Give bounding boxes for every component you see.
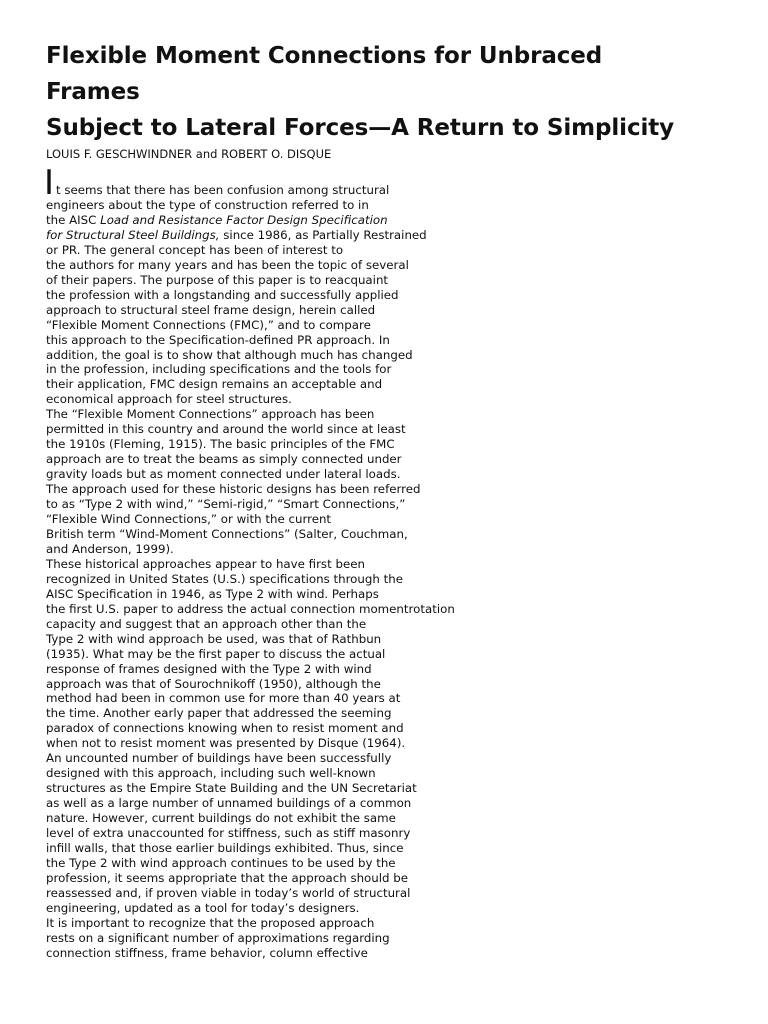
body-line: paradox of connections knowing when to resist moment and bbox=[46, 721, 404, 736]
article-body bbox=[44, 163, 746, 961]
body-line: The approach used for these historic designs has been referred bbox=[46, 482, 421, 497]
body-line: AISC Specification in 1946, as Type 2 with wind. Perhaps bbox=[46, 586, 379, 601]
body-line: gravity loads but as moment connected under lateral loads. bbox=[46, 467, 401, 482]
body-line: (1935). What may be the first paper to discuss the actual bbox=[46, 646, 386, 661]
body-line: “Flexible Wind Connections,” or with the current bbox=[46, 512, 332, 527]
paper-page bbox=[46, 38, 746, 961]
body-line: the profession with a longstanding and successfully applied bbox=[46, 287, 399, 302]
authors-byline: LOUIS F. GESCHWINDNER and ROBERT O. DISQUE bbox=[46, 147, 332, 161]
spec-title-italic: for Structural Steel Buildings, bbox=[46, 227, 220, 242]
body-line: the 1910s (Fleming, 1915). The basic principles of the FMC bbox=[46, 437, 395, 452]
body-line bbox=[46, 213, 746, 228]
body-line: The “Flexible Moment Connections” approach has been bbox=[46, 407, 375, 422]
body-line: as well as a large number of unnamed buildings of a common bbox=[46, 796, 412, 811]
paper-title bbox=[46, 38, 746, 146]
body-line: and Anderson, 1999). bbox=[46, 541, 174, 556]
body-line: rests on a significant number of approximations regarding bbox=[46, 930, 390, 945]
body-line: recognized in United States (U.S.) specifications through the bbox=[46, 571, 403, 586]
body-line: engineers about the type of construction referred to in bbox=[46, 198, 369, 212]
body-line: “Flexible Moment Connections (FMC),” and to compare bbox=[46, 317, 371, 332]
body-line: t seems that there has been confusion among structural bbox=[56, 183, 390, 197]
body-line: the time. Another early paper that addressed the seeming bbox=[46, 706, 392, 721]
body-line: permitted in this country and around the world since at least bbox=[46, 422, 406, 437]
title-line-3: Subject to Lateral Forces—A Return to Simplicity bbox=[46, 115, 675, 141]
body-line: the Type 2 with wind approach continues to be used by the bbox=[46, 855, 396, 870]
body-line: approach to structural steel frame design, herein called bbox=[46, 302, 376, 317]
body-line: structures as the Empire State Building and the UN Secretariat bbox=[46, 781, 417, 796]
body-line: in the profession, including specifications and the tools for bbox=[46, 362, 392, 377]
body-line: These historical approaches appear to have first been bbox=[46, 556, 365, 571]
body-line: the authors for many years and has been the topic of several bbox=[46, 257, 409, 272]
body-line: Type 2 with wind approach be used, was that of Rathbun bbox=[46, 631, 382, 646]
body-line: An uncounted number of buildings have been successfully bbox=[46, 751, 392, 766]
body-line: profession, it seems appropriate that the approach should be bbox=[46, 870, 409, 885]
body-line: engineering, updated as a tool for today’s designers. bbox=[46, 900, 360, 915]
spec-title-italic: Load and Resistance Factor Design Specification bbox=[100, 212, 388, 227]
title-line-1: Flexible Moment Connections for Unbraced bbox=[46, 43, 603, 69]
body-text-run: the AISC bbox=[46, 212, 101, 227]
body-line: to as “Type 2 with wind,” “Semi-rigid,” “Smart Connections,” bbox=[46, 497, 406, 512]
body-line: approach was that of Sourochnikoff (1950), although the bbox=[46, 676, 381, 691]
first-line bbox=[44, 163, 746, 203]
body-line bbox=[46, 228, 746, 243]
body-text-run: since 1986, as Partially Restrained bbox=[219, 227, 427, 242]
body-line: designed with this approach, including such well-known bbox=[46, 766, 376, 781]
body-line: when not to resist moment was presented by Disque (1964). bbox=[46, 736, 406, 751]
body-line: this approach to the Specification-defined PR approach. In bbox=[46, 332, 390, 347]
body-line: response of frames designed with the Type 2 with wind bbox=[46, 661, 372, 676]
body-line: It is important to recognize that the proposed approach bbox=[46, 915, 375, 930]
body-line: or PR. The general concept has been of interest to bbox=[46, 242, 344, 257]
body-line: method had been in common use for more than 40 years at bbox=[46, 691, 401, 706]
body-line: level of extra unaccounted for stiffness, such as stiff masonry bbox=[46, 826, 411, 841]
body-line: the first U.S. paper to address the actual connection momentrotation bbox=[46, 601, 455, 616]
body-line: addition, the goal is to show that although much has changed bbox=[46, 347, 413, 362]
body-line: approach are to treat the beams as simply connected under bbox=[46, 452, 402, 467]
body-line: infill walls, that those earlier buildings exhibited. Thus, since bbox=[46, 840, 404, 855]
body-line: of their papers. The purpose of this paper is to reacquaint bbox=[46, 272, 389, 287]
body-line: nature. However, current buildings do not exhibit the same bbox=[46, 811, 396, 826]
drop-cap: I bbox=[44, 163, 55, 203]
body-line: economical approach for steel structures. bbox=[46, 392, 292, 407]
body-line: their application, FMC design remains an acceptable and bbox=[46, 377, 383, 392]
body-line: connection stiffness, frame behavior, column effective bbox=[46, 945, 368, 960]
title-line-2: Frames bbox=[46, 79, 140, 105]
body-line: capacity and suggest that an approach other than the bbox=[46, 616, 367, 631]
body-line: reassessed and, if proven viable in today’s world of structural bbox=[46, 885, 411, 900]
body-line: British term “Wind-Moment Connections” (Salter, Couchman, bbox=[46, 526, 408, 541]
